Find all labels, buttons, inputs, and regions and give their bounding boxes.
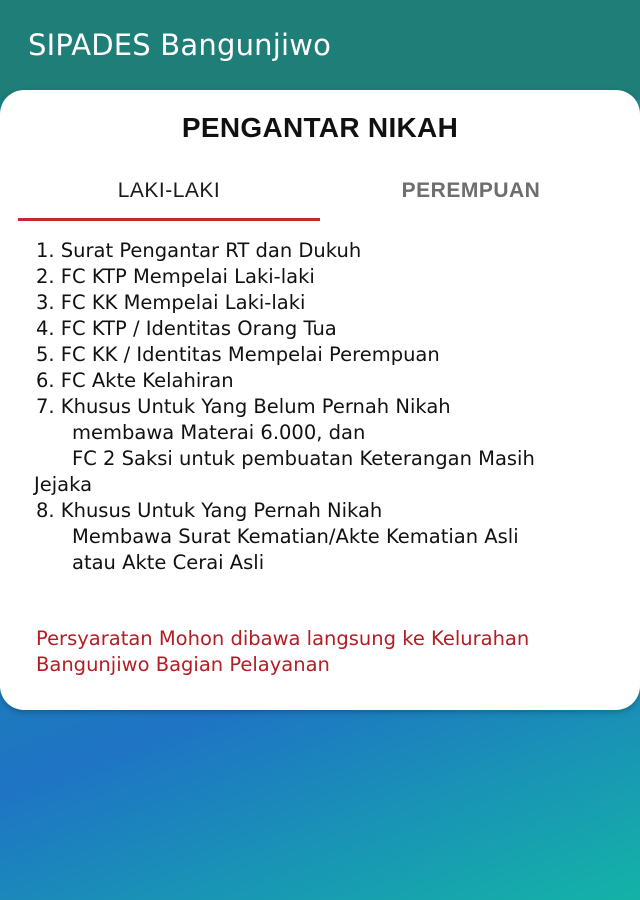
requirements-list	[36, 238, 616, 576]
tab-active-indicator	[18, 218, 320, 221]
list-item: 7. Khusus Untuk Yang Belum Pernah Nikah	[36, 395, 451, 418]
app-bar	[0, 0, 640, 100]
list-item-continuation: atau Akte Cerai Asli	[72, 551, 265, 574]
list-item: 3. FC KK Mempelai Laki-laki	[36, 291, 306, 314]
tab-laki-laki[interactable]: LAKI-LAKI	[117, 179, 221, 202]
gender-tabs	[18, 162, 622, 222]
page-title: PENGANTAR NIKAH	[181, 112, 459, 143]
app-title: SIPADES Bangunjiwo	[28, 28, 332, 62]
requirements-card	[0, 90, 640, 710]
list-item-continuation: membawa Materai 6.000, dan	[72, 421, 366, 444]
list-item: 1. Surat Pengantar RT dan Dukuh	[36, 239, 362, 262]
notice-line: Persyaratan Mohon dibawa langsung ke Kelurahan	[36, 627, 530, 650]
list-item: 2. FC KTP Mempelai Laki-laki	[36, 265, 315, 288]
tab-perempuan[interactable]: PEREMPUAN	[401, 179, 541, 202]
notice-text	[36, 626, 616, 678]
list-item: 6. FC Akte Kelahiran	[36, 369, 234, 392]
list-item-continuation: Membawa Surat Kematian/Akte Kematian Asli	[72, 525, 519, 548]
notice-line: Bangunjiwo Bagian Pelayanan	[36, 653, 330, 676]
list-item-continuation: Jejaka	[34, 473, 93, 496]
list-item: 4. FC KTP / Identitas Orang Tua	[36, 317, 337, 340]
list-item: 5. FC KK / Identitas Mempelai Perempuan	[36, 343, 440, 366]
list-item: 8. Khusus Untuk Yang Pernah Nikah	[36, 499, 383, 522]
list-item-continuation: FC 2 Saksi untuk pembuatan Keterangan Masih	[72, 447, 535, 470]
